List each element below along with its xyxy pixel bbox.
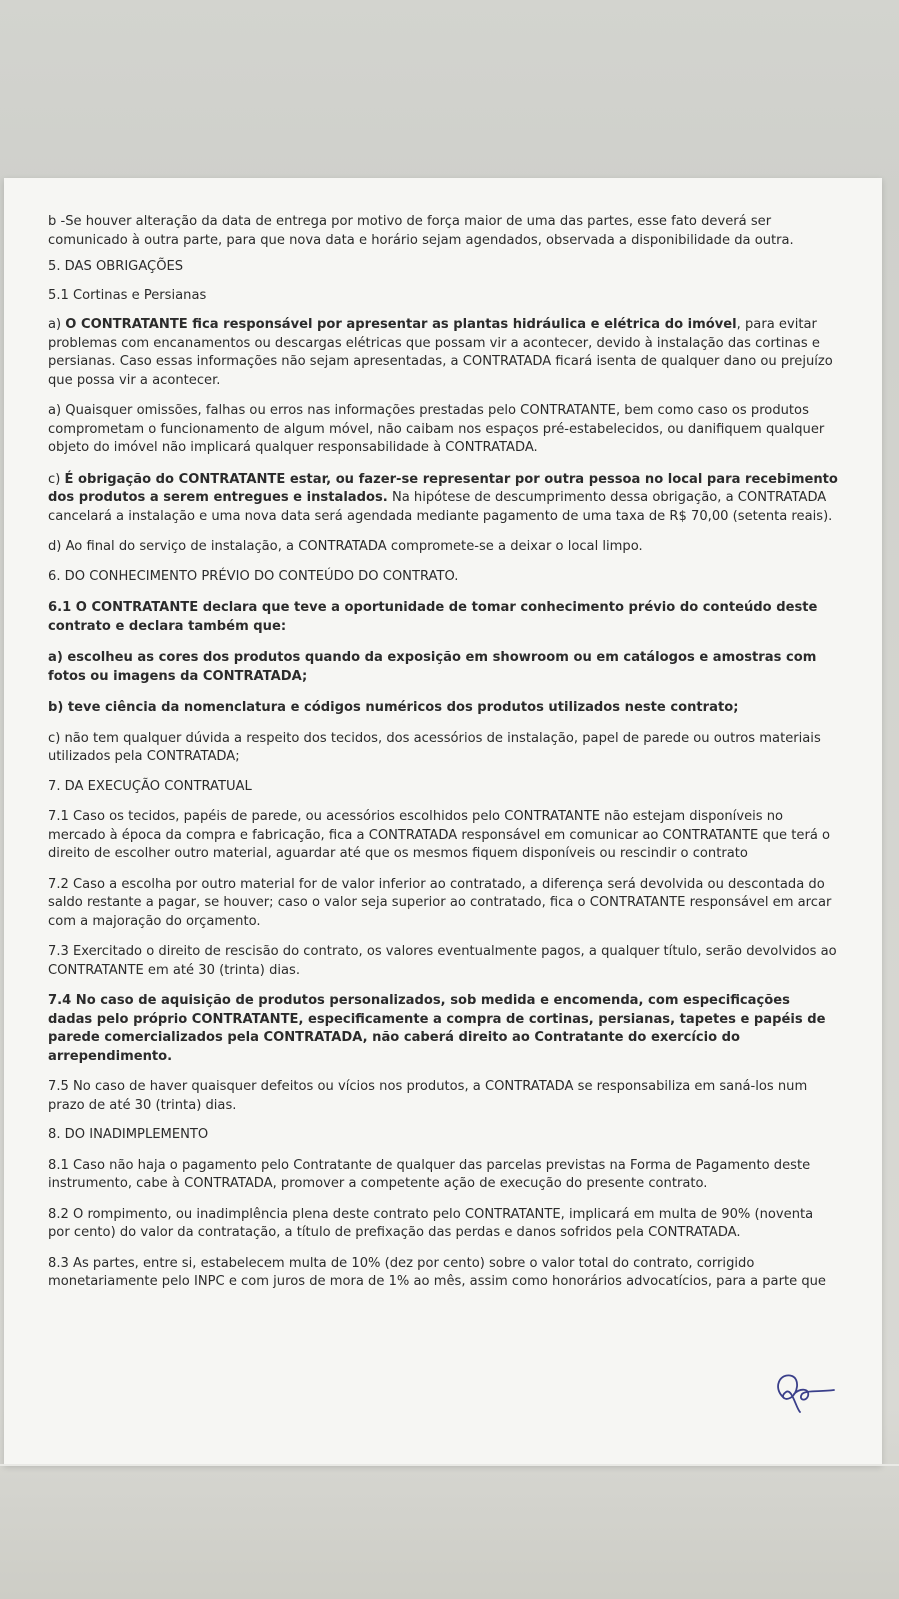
subsection-5-1-heading: 5.1 Cortinas e Persianas <box>48 287 207 303</box>
signature-initials <box>770 1368 840 1418</box>
contract-text <box>48 213 838 1292</box>
paragraph-5-1-a2: a) Quaisquer omissões, falhas ou erros nas informações prestadas pelo CONTRATANTE, bem como caso os produtos comprometam o funcionamento de algum móvel, não caibam nos espaços pré-estabelecidos, ou danifiquem qualquer objeto do imóvel não implicará qualquer responsabilidade à CONTRATADA. <box>48 403 825 455</box>
paragraph-6-1-c: c) não tem qualquer dúvida a respeito dos tecidos, dos acessórios de instalação, papel de parede ou outros materiais utilizados pela CONTRATADA; <box>48 730 821 764</box>
section-6-heading: 6. DO CONHECIMENTO PRÉVIO DO CONTEÚDO DO CONTRATO. <box>48 568 459 584</box>
section-7-heading: 7. DA EXECUÇÃO CONTRATUAL <box>48 778 252 794</box>
paragraph-6-1-b: b) teve ciência da nomenclatura e códigos numéricos dos produtos utilizados neste contrato; <box>48 700 739 715</box>
paragraph-7-3: 7.3 Exercitado o direito de rescisão do contrato, os valores eventualmente pagos, a qualquer título, serão devolvidos ao CONTRATANTE em até 30 (trinta) dias. <box>48 944 837 978</box>
section-8-heading: 8. DO INADIMPLEMENTO <box>48 1127 209 1142</box>
paragraph-6-1-a: a) escolheu as cores dos produtos quando da exposição em showroom ou em catálogos e amostras com fotos ou imagens da CONTRATADA; <box>48 650 817 684</box>
paragraph-5-1-d: d) Ao final do serviço de instalação, a CONTRATADA compromete-se a deixar o local limpo. <box>48 539 643 554</box>
section-5-heading: 5. DAS OBRIGAÇÕES <box>48 259 184 274</box>
paragraph-7-5: 7.5 No caso de haver quaisquer defeitos ou vícios nos produtos, a CONTRATADA se responsabiliza em saná-los num prazo de até 30 (trinta) dias. <box>48 1079 808 1113</box>
paragraph-5-1-c: c) É obrigação do CONTRATANTE estar, ou fazer-se representar por outra pessoa no local para recebimento dos produtos a serem entregues e instalados. Na hipótese de descumprimento dessa obrigação, a CONTRATADA cancelará a instalação e uma nova data será agendada mediante pagamento de uma taxa de R$ 70,00 (setenta reais). <box>48 471 838 524</box>
paragraph-8-3: 8.3 As partes, entre si, estabelecem multa de 10% (dez por cento) sobre o valor total do contrato, corrigido monetariamente pelo INPC e com juros de mora de 1% ao mês, assim como honorários advocatícios, para a parte que <box>48 1255 826 1289</box>
paragraph-8-2: 8.2 O rompimento, ou inadimplência plena deste contrato pelo CONTRATANTE, implicará em multa de 90% (noventa por cento) do valor da contratação, a título de prefixação das perdas e danos sofridos pela CONTRATADA. <box>48 1206 814 1240</box>
paragraph-b-date-change: b -Se houver alteração da data de entrega por motivo de força maior de uma das partes, esse fato deverá ser comunicado à outra parte, para que nova data e horário sejam agendados, observada a disponibilidade da outra. <box>48 214 794 248</box>
paragraph-5-1-a: a) O CONTRATANTE fica responsável por apresentar as plantas hidráulica e elétrica do imóvel, para evitar problemas com encanamentos ou descargas elétricas que possam vir a acontecer, devido à instalação das cortinas e persianas. Caso essas informações não sejam apresentadas, a CONTRATADA ficará isenta de qualquer dano ou prejuízo que possa vir a acontecer. <box>48 317 833 388</box>
paragraph-7-4: 7.4 No caso de aquisição de produtos personalizados, sob medida e encomenda, com especificações dadas pelo próprio CONTRATANTE, especificamente a compra de cortinas, persianas, tapetes e papéis de parede comercializados pela CONTRATADA, não caberá direito ao Contratante do exercício do arrependimento. <box>48 993 826 1064</box>
paper-edge <box>0 1464 899 1466</box>
paragraph-7-1: 7.1 Caso os tecidos, papéis de parede, ou acessórios escolhidos pelo CONTRATANTE não estejam disponíveis no mercado à época da compra e fabricação, fica a CONTRATADA responsável em comunicar ao CONTRATANTE que terá o direito de escolher outro material, aguardar até que os mesmos fiquem disponíveis ou rescindir o contrato <box>48 809 831 861</box>
contract-page <box>4 178 882 1465</box>
paragraph-6-1: 6.1 O CONTRATANTE declara que teve a oportunidade de tomar conhecimento prévio do conteúdo deste contrato e declara também que: <box>48 600 818 634</box>
paragraph-7-2: 7.2 Caso a escolha por outro material for de valor inferior ao contratado, a diferença será devolvida ou descontada do saldo restante a pagar, se houver; caso o valor seja superior ao contratado, fica o CONTRATANTE responsável em arcar com a majoração do orçamento. <box>48 876 832 929</box>
paragraph-8-1: 8.1 Caso não haja o pagamento pelo Contratante de qualquer das parcelas previstas na Forma de Pagamento deste instrumento, cabe à CONTRATADA, promover a competente ação de execução do presente contrato. <box>48 1157 811 1191</box>
